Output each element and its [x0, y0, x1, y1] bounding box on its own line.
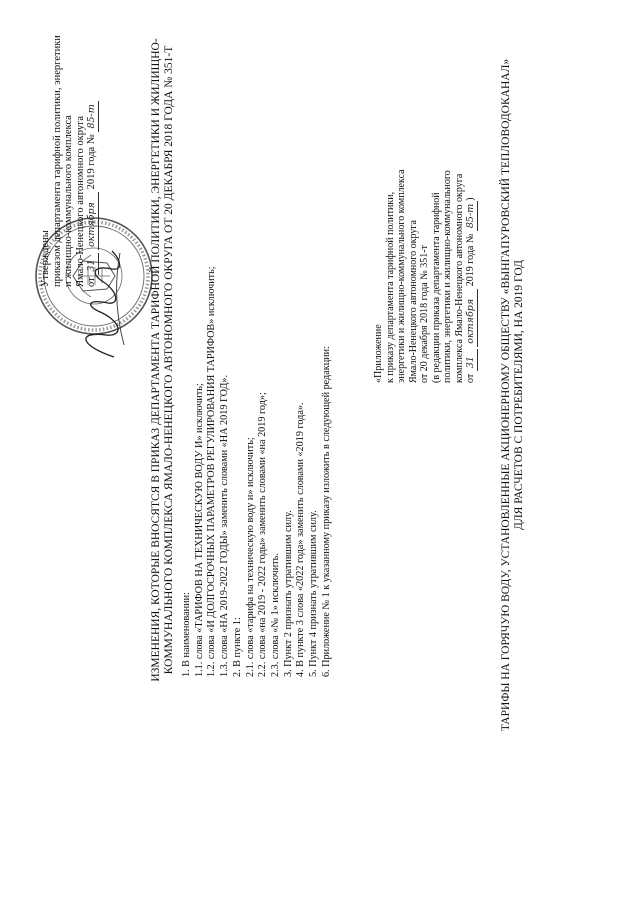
amendment-item: 1.3. слова «НА 2019-2022 ГОДЫ» заменить словами «НА 2019 ГОД». [219, 374, 231, 677]
amendment-item: 2.1. слова «тарифа на техническую воду и» исключить; [244, 437, 256, 677]
annex-date-prefix: от [465, 373, 476, 383]
annex-line: от 20 декабря 2018 года № 351-т [419, 245, 430, 383]
approval-date-line [86, 35, 99, 287]
title-line-2: КОММУНАЛЬНОГО КОМПЛЕКСА ЯМАЛО-НЕНЕЦКОГО АВТОНОМНОГО ОКРУГА ОТ 20 ДЕКАБРЯ 2018 ГОДА № 351-Т [163, 45, 175, 675]
approval-line-3: Ямало-Ненецкого автономного округа [74, 115, 86, 287]
tariff-title [500, 0, 526, 790]
annex-day: 31 [465, 349, 478, 371]
amendment-item: 5. Пункт 4 признать утратившим силу. [308, 510, 320, 677]
approval-number: 85-т [86, 101, 99, 131]
amendment-item: 1. В наименовании: [181, 592, 192, 677]
amendment-item: 2.2. слова «на 2019 - 2022 годы» заменить словами «на 2019 год»; [257, 392, 269, 677]
annex-line: политики, энергетики и жилищно-коммунального [442, 170, 453, 383]
amendment-item: 2. В пункте 1: [231, 617, 243, 677]
annex-number: 85-т [465, 201, 478, 231]
annex-line: Ямало-Ненецкого автономного округа [407, 220, 419, 383]
annex-line: комплекса Ямало-Ненецкого автономного округа [453, 173, 465, 383]
tariff-title-line-2: ДЛЯ РАСЧЕТОВ С ПОТРЕБИТЕЛЯМИ, НА 2019 ГОД [513, 260, 525, 530]
amendment-item: 2.3. слова «№ 1» исключить. [269, 553, 281, 677]
annex-block [373, 169, 478, 383]
amendment-item: 3. Пункт 2 признать утратившим силу. [282, 510, 294, 677]
amendment-item: 1.1. слова «ТАРИФОВ НА ТЕХНИЧЕСКУЮ ВОДУ И» исключить; [193, 383, 205, 677]
annex-line: (в редакции приказа департамента тарифной [430, 192, 442, 383]
approval-date-prefix: от [86, 277, 98, 287]
approval-line-1: приказом департамента тарифной политики, энергетики [51, 35, 63, 287]
approval-word: Утверждены [40, 230, 51, 287]
approval-day: 31 [86, 253, 99, 275]
amendment-item: 4. В пункте 3 слова «2022 года» заменить словами «2019 года». [295, 402, 307, 677]
approval-month: октября [86, 192, 99, 250]
annex-year: 2019 года № [465, 233, 476, 287]
amendment-item: 6. Приложение № 1 к указанному приказу изложить в следующей редакции: [320, 346, 332, 677]
annex-month: октября [465, 289, 478, 347]
approval-block [40, 35, 99, 287]
annex-line: «Приложение [373, 324, 384, 383]
approval-year: 2019 года № [86, 134, 98, 190]
annex-line: к приказу департамента тарифной политики, [384, 191, 396, 383]
approval-line-2: и жилищно-коммунального комплекса [63, 115, 75, 287]
amendment-list [181, 266, 333, 677]
document-title [150, 0, 176, 725]
amendment-item: 1.2. слова «И ДОЛГОСРОЧНЫХ ПАРАМЕТРОВ РЕГУЛИРОВАНИЯ ТАРИФОВ» исключить; [206, 266, 218, 677]
annex-date-line [465, 169, 478, 383]
tariff-title-line-1: ТАРИФЫ НА ГОРЯЧУЮ ВОДУ, УСТАНОВЛЕННЫЕ АКЦИОНЕРНОМУ ОБЩЕСТВУ «ВЫНГАПУРОВСКИЙ ТЕПЛОВОДОКАНАЛ» [500, 58, 512, 732]
title-line-1: ИЗМЕНЕНИЯ, КОТОРЫЕ ВНОСЯТСЯ В ПРИКАЗ ДЕПАРТАМЕНТА ТАРИФНОЙ ПОЛИТИКИ, ЭНЕРГЕТИКИ И ЖИЛИЩНО- [150, 38, 162, 682]
annex-line: энергетики и жилищно-коммунального комплекса [396, 169, 407, 383]
annex-close: ) [465, 197, 476, 201]
